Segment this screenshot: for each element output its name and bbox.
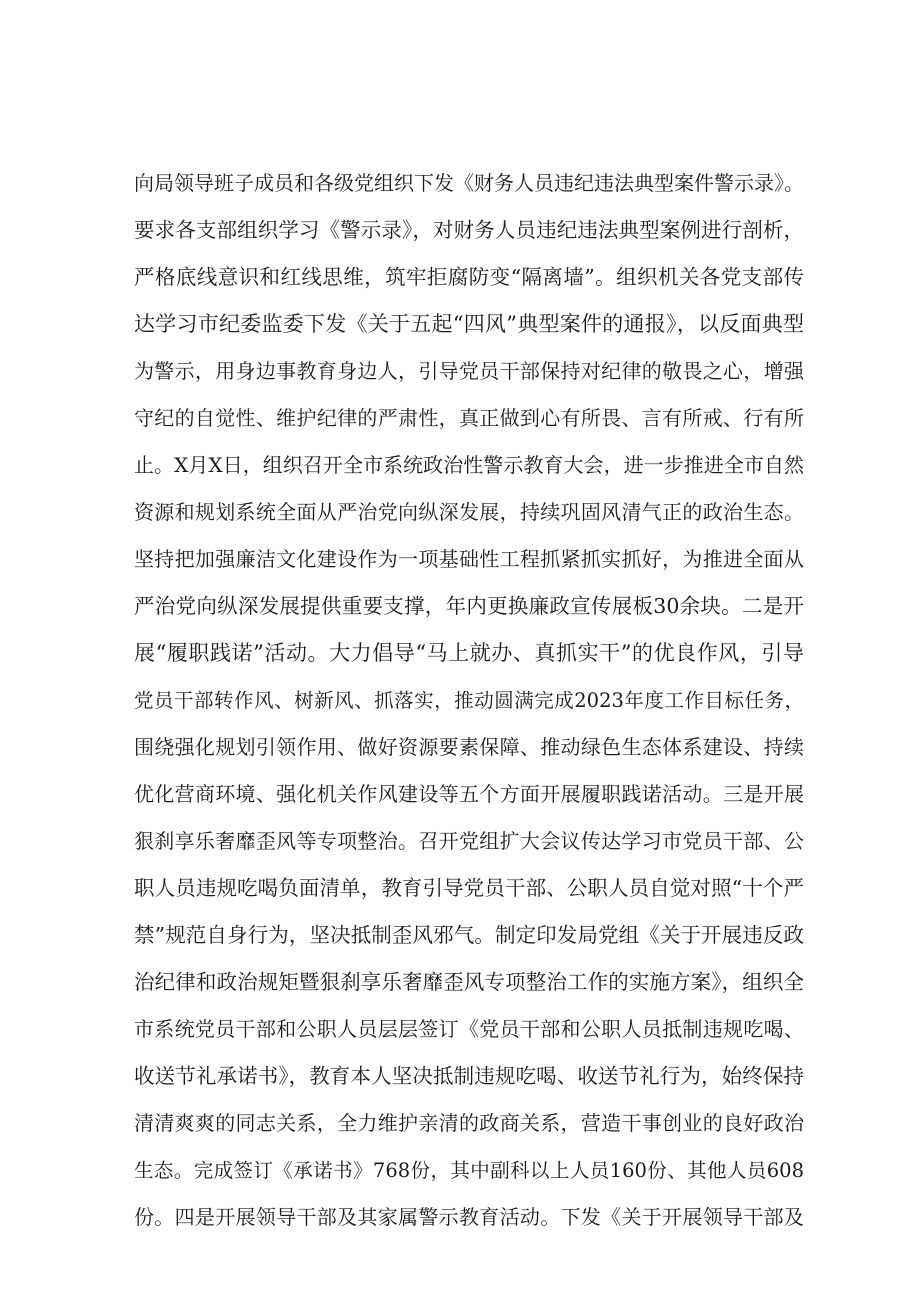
body-paragraph: [134, 160, 804, 1241]
text-line: 展“履职践诺”活动。大力倡导“马上就办、真抓实干”的优良作风，引导: [134, 641, 804, 665]
text-line: 要求各支部组织学习《警示录》，对财务人员违纪违法典型案例进行剖析，: [134, 218, 804, 242]
text-line: 狠刹享乐奢靡歪风等专项整治。召开党组扩大会议传达学习市党员干部、公: [134, 829, 804, 853]
text-line: 党员干部转作风、树新风、抓落实，推动圆满完成2023年度工作目标任务，: [134, 689, 804, 712]
text-line: 守纪的自觉性、维护纪律的严肃性，真正做到心有所畏、言有所戒、行有所: [134, 406, 804, 430]
text-line: 向局领导班子成员和各级党组织下发《财务人员违纪违法典型案件警示录》。: [134, 171, 804, 195]
text-line: 坚持把加强廉洁文化建设作为一项基础性工程抓紧抓实抓好，为推进全面从: [134, 547, 804, 571]
text-line: 围绕强化规划引领作用、做好资源要素保障、推动绿色生态体系建设、持续: [134, 735, 804, 759]
text-line: 止。X月X日，组织召开全市系统政治性警示教育大会，进一步推进全市自然: [134, 453, 804, 477]
text-line: 份。四是开展领导干部及其家属警示教育活动。下发《关于开展领导干部及: [134, 1205, 804, 1229]
text-line: 市系统党员干部和公职人员层层签订《党员干部和公职人员抵制违规吃喝、: [134, 1017, 804, 1041]
text-line: 治纪律和政治规矩暨狠刹享乐奢靡歪风专项整治工作的实施方案》，组织全: [134, 970, 804, 994]
text-line: 严格底线意识和红线思维，筑牢拒腐防变“隔离墙”。组织机关各党支部传: [134, 265, 804, 289]
text-line: 严治党向纵深发展提供重要支撑，年内更换廉政宣传展板30余块。二是开: [134, 594, 804, 618]
text-line: 为警示，用身边事教育身边人，引导党员干部保持对纪律的敬畏之心，增强: [134, 359, 804, 383]
text-line: 收送节礼承诺书》，教育本人坚决抵制违规吃喝、收送节礼行为，始终保持: [134, 1064, 804, 1088]
text-line: 资源和规划系统全面从严治党向纵深发展，持续巩固风清气正的政治生态。: [134, 500, 804, 524]
text-line: 优化营商环境、强化机关作风建设等五个方面开展履职践诺活动。三是开展: [134, 782, 804, 806]
text-line: 禁”规范自身行为，坚决抵制歪风邪气。制定印发局党组《关于开展违反政: [134, 923, 804, 947]
text-line: 职人员违规吃喝负面清单，教育引导党员干部、公职人员自觉对照“十个严: [134, 876, 804, 900]
text-line: 达学习市纪委监委下发《关于五起“四风”典型案件的通报》，以反面典型: [134, 312, 804, 336]
text-line: 清清爽爽的同志关系，全力维护亲清的政商关系，营造干事创业的良好政治: [134, 1111, 804, 1135]
text-line: 生态。完成签订《承诺书》768份，其中副科以上人员160份、其他人员608: [134, 1159, 804, 1182]
